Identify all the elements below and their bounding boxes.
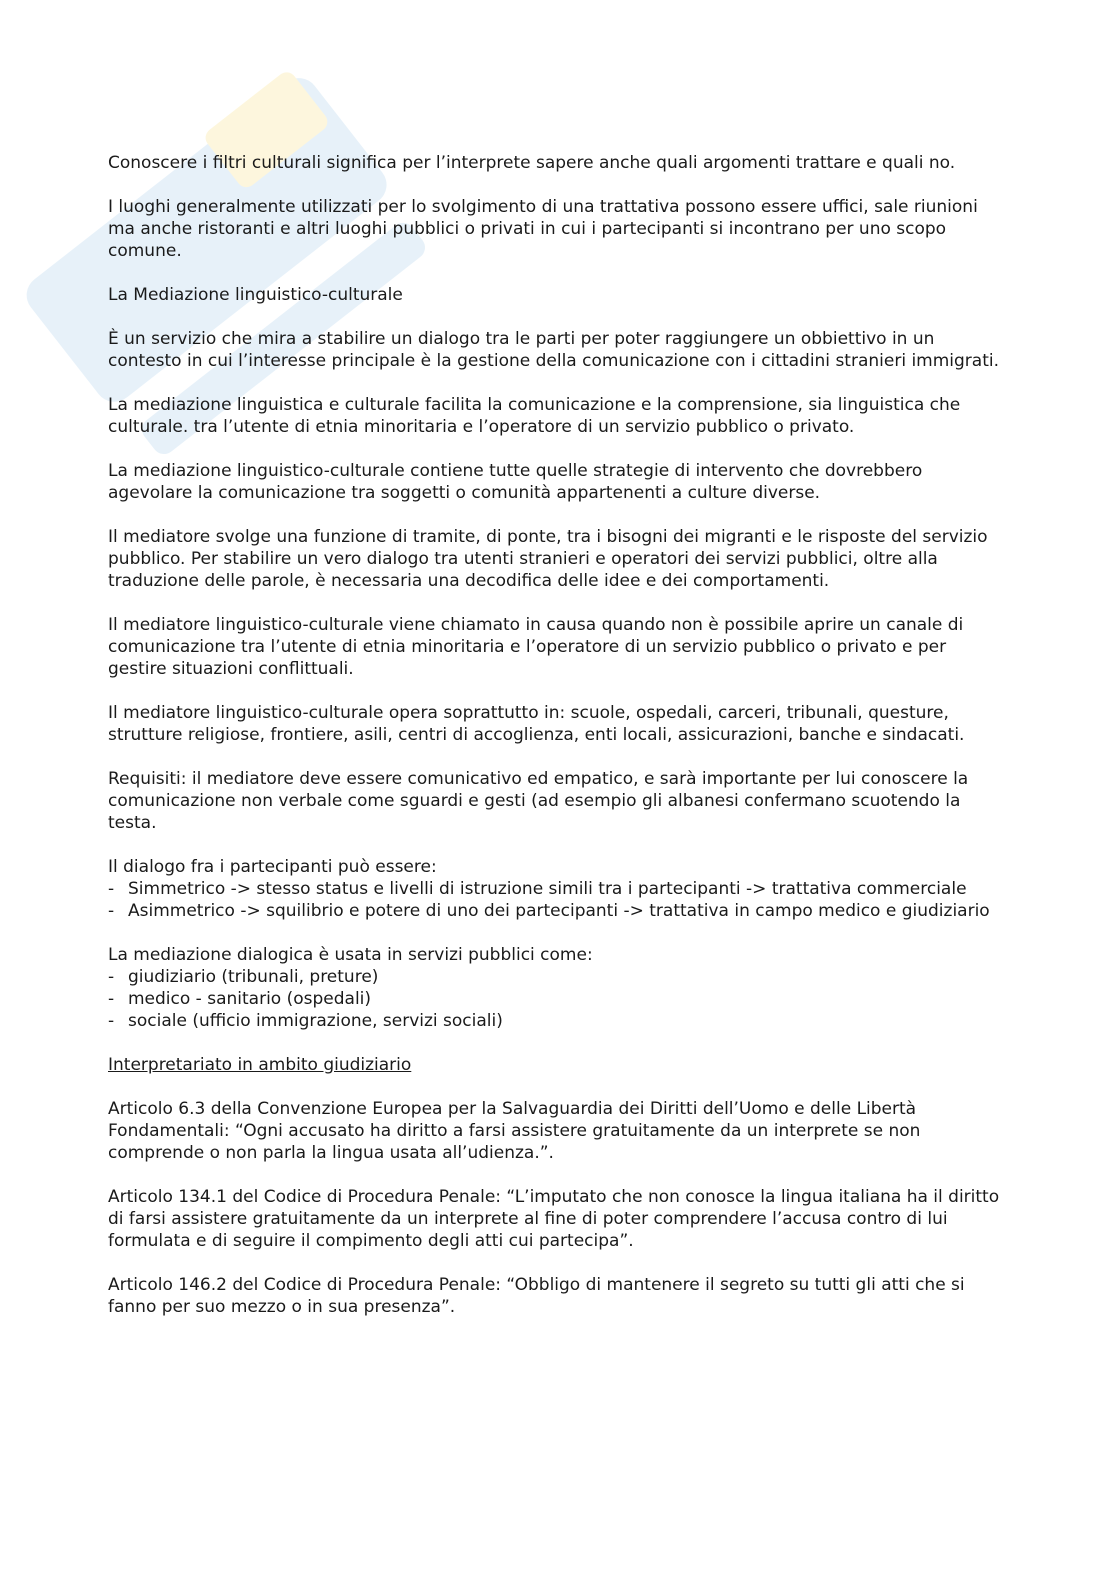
paragraph-requisiti: Requisiti: il mediatore deve essere comunicativo ed empatico, e sarà importante per lui conoscere la comunicazione non verbale come sguardi e gesti (ad esempio gli albanesi confermano scuotendo la testa.	[108, 769, 969, 833]
paragraph-funzione-tramite: Il mediatore svolge una funzione di tramite, di ponte, tra i bisogni dei migranti e le risposte del servizio pubblico. Per stabilire un vero dialogo tra utenti stranieri e operatori dei servizi pubblici, oltre alla traduzione delle parole, è necessaria una decodifica delle idee e dei comportamenti.	[108, 527, 988, 591]
paragraph-chiamato-in-causa: Il mediatore linguistico-culturale viene chiamato in causa quando non è possibile aprire un canale di comunicazione tra l’utente di etnia minoritaria e l’operatore di un servizio pubblico o privato e per gestire situazioni conflittuali.	[108, 615, 964, 679]
section-heading-interpretariato: Interpretariato in ambito giudiziario	[108, 1055, 412, 1075]
paragraph-servizio-dialogo: È un servizio che mira a stabilire un dialogo tra le parti per poter raggiungere un obbiettivo in un contesto in cui l’interesse principale è la gestione della comunicazione con i cittadini stranieri immigrati.	[108, 329, 999, 371]
servizi-list	[108, 966, 1008, 1032]
paragraph-strategie-intervento: La mediazione linguistico-culturale contiene tutte quelle strategie di intervento che dovrebbero agevolare la comunicazione tra soggetti o comunità appartenenti a culture diverse.	[108, 461, 923, 503]
list-item: - sociale (ufficio immigrazione, servizi sociali)	[108, 1010, 1008, 1032]
paragraph-luoghi-trattativa: I luoghi generalmente utilizzati per lo svolgimento di una trattativa possono essere uffici, sale riunioni ma anche ristoranti e altri luoghi pubblici o privati in cui i partecipanti si incontrano per uno scopo comune.	[108, 197, 978, 261]
section-heading-mediazione: La Mediazione linguistico-culturale	[108, 285, 403, 305]
list-item: - Simmetrico -> stesso status e livelli di istruzione simili tra i partecipanti -> trattativa commerciale	[108, 878, 1008, 900]
document-body	[108, 152, 1008, 1340]
dialogo-list-intro: Il dialogo fra i partecipanti può essere:	[108, 857, 437, 877]
paragraph-articolo-134-1: Articolo 134.1 del Codice di Procedura Penale: “L’imputato che non conosce la lingua italiana ha il diritto di farsi assistere gratuitamente da un interprete al fine di poter comprendere l’accusa contro di lui formulata e di seguire il compimento degli atti cui partecipa”.	[108, 1187, 1000, 1251]
paragraph-ambiti-operativi: Il mediatore linguistico-culturale opera soprattutto in: scuole, ospedali, carceri, tribunali, questure, strutture religiose, frontiere, asili, centri di accoglienza, enti locali, assicurazioni, banche e sindacati.	[108, 703, 965, 745]
paragraph-articolo-146-2: Articolo 146.2 del Codice di Procedura Penale: “Obbligo di mantenere il segreto su tutti gli atti che si fanno per suo mezzo o in sua presenza”.	[108, 1275, 965, 1317]
dialogo-list	[108, 878, 1008, 922]
list-item: - giudiziario (tribunali, preture)	[108, 966, 1008, 988]
list-item: - Asimmetrico -> squilibrio e potere di uno dei partecipanti -> trattativa in campo medico e giudiziario	[108, 900, 1008, 922]
servizi-list-intro: La mediazione dialogica è usata in servizi pubblici come:	[108, 945, 593, 965]
paragraph-articolo-6-3: Articolo 6.3 della Convenzione Europea per la Salvaguardia dei Diritti dell’Uomo e delle Libertà Fondamentali: “Ogni accusato ha diritto a farsi assistere gratuitamente da un interprete se non comprende o non parla la lingua usata all’udienza.”.	[108, 1099, 921, 1163]
paragraph-filtri-culturali: Conoscere i filtri culturali significa per l’interprete sapere anche quali argomenti trattare e quali no.	[108, 153, 956, 173]
list-item: - medico - sanitario (ospedali)	[108, 988, 1008, 1010]
paragraph-mediazione-linguistica: La mediazione linguistica e culturale facilita la comunicazione e la comprensione, sia linguistica che culturale. tra l’utente di etnia minoritaria e l’operatore di un servizio pubblico o privato.	[108, 395, 961, 437]
